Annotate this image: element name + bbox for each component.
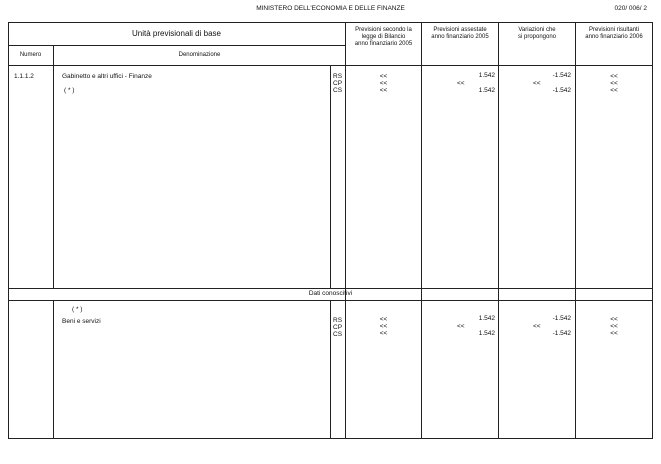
row-code: RS: [333, 73, 343, 80]
cell-variazioni: -1.542: [552, 315, 571, 322]
cell-prev-legge: <<: [379, 323, 388, 330]
section2-denominazione: Beni e servizi: [62, 318, 101, 325]
col-variazioni-header: Variazioni che si propongono: [517, 27, 557, 40]
cell-prev-assestate: 1.542: [478, 72, 495, 79]
col-prev-assestate-header: Previsioni assestate anno finanziario 2005: [431, 27, 489, 40]
cell-prev-legge: <<: [379, 330, 388, 337]
cell-prev-risultanti: <<: [610, 87, 618, 94]
cell-prev-risultanti: <<: [610, 316, 618, 323]
upb-title: Unità previsionali di base: [132, 29, 221, 38]
cell-prev-legge: <<: [379, 316, 388, 323]
cell-variazioni: <<: [533, 323, 541, 330]
dati-conoscitivi-label: Dati conoscitivi: [308, 290, 353, 297]
cell-prev-legge: <<: [379, 80, 388, 87]
col-numero-header: Numero: [19, 52, 42, 58]
cell-prev-risultanti: <<: [610, 80, 618, 87]
row-code: CS: [333, 331, 343, 338]
col-prev-legge-header: Previsioni secondo la legge di Bilancio anno finanziario 2005: [354, 27, 413, 47]
row-code: CP: [333, 324, 343, 331]
row-code: CP: [333, 80, 343, 87]
cell-prev-risultanti: <<: [610, 73, 618, 80]
upb-denominazione: Gabinetto e altri uffici - Finanze: [62, 73, 152, 80]
cell-variazioni: -1.542: [552, 330, 571, 337]
cell-prev-assestate: <<: [457, 80, 465, 87]
upb-note: ( * ): [64, 87, 75, 94]
cell-prev-risultanti: <<: [610, 323, 618, 330]
section2-note: ( * ): [72, 306, 83, 313]
cell-prev-assestate: 1.542: [478, 87, 495, 94]
col-denominazione-header: Denominazione: [178, 52, 221, 58]
row-code: RS: [333, 317, 343, 324]
cell-variazioni: <<: [533, 80, 541, 87]
cell-variazioni: -1.542: [552, 72, 571, 79]
page-code: 020/ 006/ 2: [614, 5, 647, 12]
row-code: CS: [333, 87, 343, 94]
cell-variazioni: -1.542: [552, 87, 571, 94]
ministry-title: MINISTERO DELL'ECONOMIA E DELLE FINANZE: [256, 5, 405, 12]
cell-prev-risultanti: <<: [610, 330, 618, 337]
cell-prev-assestate: <<: [457, 323, 465, 330]
col-prev-risultanti-header: Previsioni risultanti anno finanziario 2006: [585, 27, 643, 40]
cell-prev-legge: <<: [379, 73, 388, 80]
cell-prev-legge: <<: [379, 87, 388, 94]
cell-prev-assestate: 1.542: [478, 330, 495, 337]
cell-prev-assestate: 1.542: [478, 315, 495, 322]
upb-number: 1.1.1.2: [14, 73, 34, 80]
